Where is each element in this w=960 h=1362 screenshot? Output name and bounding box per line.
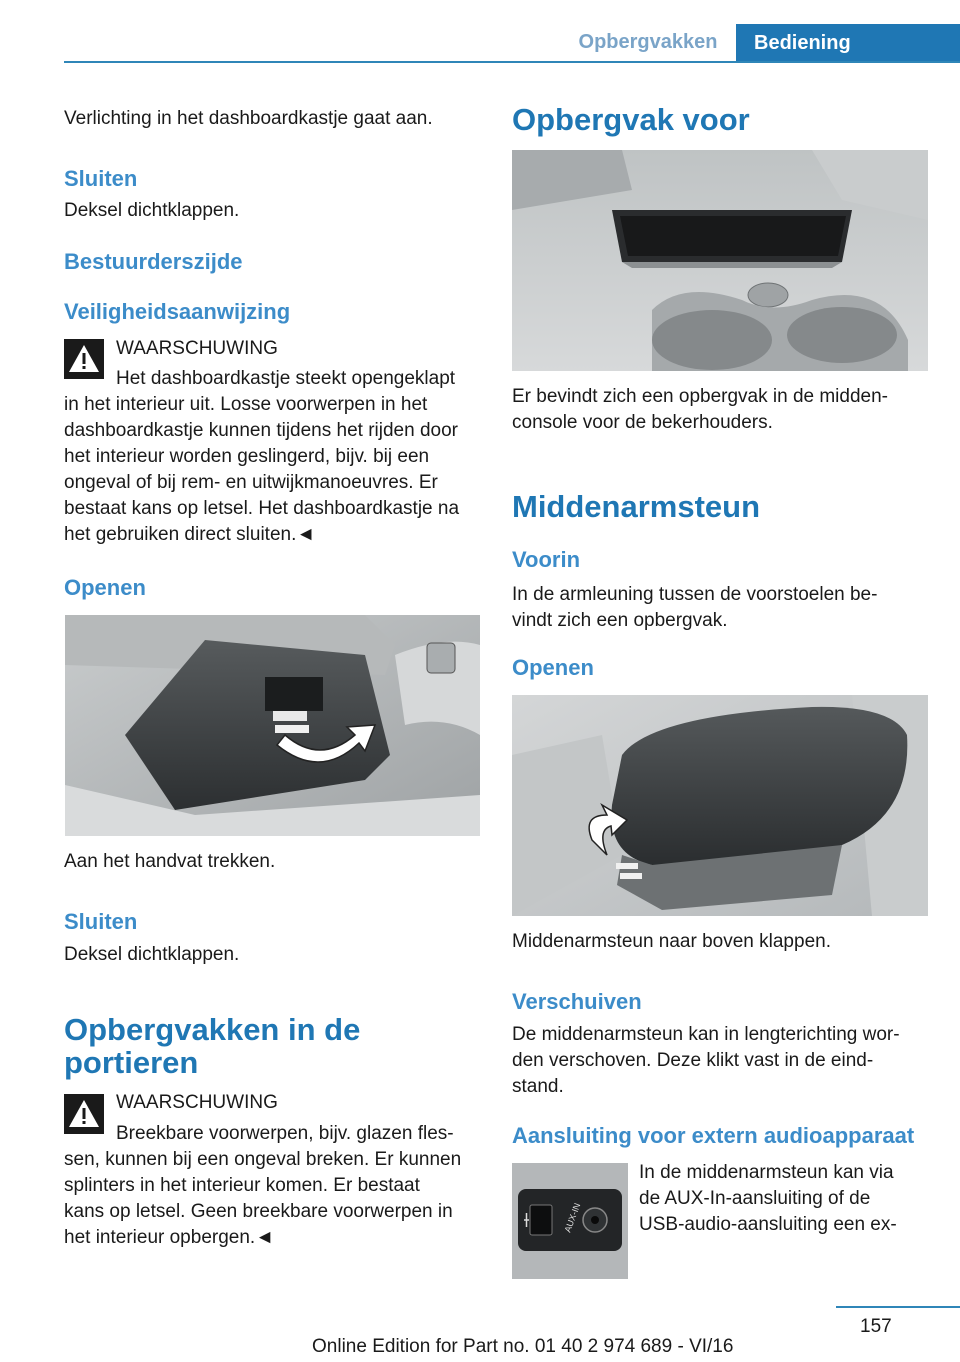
page-number: 157	[860, 1316, 892, 1337]
front-sub-text: vindt zich een opbergvak.	[512, 610, 728, 631]
header-rule	[64, 61, 960, 63]
shift-heading: Verschuiven	[512, 989, 642, 1014]
aux-text: USB-audio-aansluiting een ex‐	[639, 1214, 897, 1235]
warning-line: het gebruiken direct sluiten.◄	[64, 524, 316, 545]
front-sub-heading: Voorin	[512, 547, 581, 572]
aux-heading: Aansluiting voor extern audioapparaat	[512, 1123, 915, 1148]
front-sub-text: In de armleuning tussen de voorstoelen be‐	[512, 584, 878, 605]
shift-text: stand.	[512, 1076, 564, 1097]
safety-heading: Veiligheidsaanwijzing	[64, 299, 291, 324]
warning-line: bestaat kans op letsel. Het dashboardkastje na	[64, 498, 460, 519]
section-tab[interactable]: Opbergvakken	[578, 31, 718, 53]
aux-port-photo	[512, 1163, 628, 1279]
warning-line: splinters in het interieur komen. Er bestaat	[64, 1175, 420, 1196]
edition-footer: Online Edition for Part no. 01 40 2 974 689 - VI/16	[312, 1336, 734, 1357]
front-storage-heading: Opbergvak voor	[512, 102, 750, 137]
close-heading: Sluiten	[64, 909, 138, 934]
warning-icon	[64, 339, 104, 379]
warning-line: in het interieur uit. Losse voorwerpen in het	[64, 394, 428, 415]
open-heading: Openen	[512, 655, 594, 680]
warning-title: WAARSCHUWING	[116, 1092, 278, 1113]
footer-rule	[836, 1306, 960, 1308]
driver-side-heading: Bestuurderszijde	[64, 249, 243, 274]
close-text: Deksel dichtklappen.	[64, 944, 240, 965]
warning-title: WAARSCHUWING	[116, 338, 278, 359]
glovebox-photo	[65, 615, 480, 836]
shift-text: De middenarmsteun kan in lengterichting wor‐	[512, 1024, 900, 1045]
armrest-open-caption: Middenarmsteun naar boven klappen.	[512, 931, 831, 952]
open-caption: Aan het handvat trekken.	[64, 851, 276, 872]
warning-icon	[64, 1094, 104, 1134]
front-storage-text: console voor de bekerhouders.	[512, 412, 773, 433]
front-storage-photo	[512, 150, 928, 371]
armrest-photo	[512, 695, 928, 916]
warning-line: ongeval of bij rem- en uitwijkmanoeuvres. Er	[64, 472, 438, 493]
open-heading: Openen	[64, 575, 146, 600]
doors-heading-line1: Opbergvakken in de	[64, 1012, 361, 1047]
warning-line: dashboardkastje kunnen tijdens het rijden door	[64, 420, 458, 441]
shift-text: den verschoven. Deze klikt vast in de eind‐	[512, 1050, 874, 1071]
warning-line: het interieur worden geslingerd, bijv. bij een	[64, 446, 430, 467]
warning-line: Breekbare voorwerpen, bijv. glazen fles‐	[116, 1123, 454, 1144]
close-text: Deksel dichtklappen.	[64, 200, 240, 221]
intro-text: Verlichting in het dashboardkastje gaat aan.	[64, 108, 433, 129]
front-storage-text: Er bevindt zich een opbergvak in de midden‐	[512, 386, 889, 407]
aux-text: de AUX-In-aansluiting of de	[639, 1188, 871, 1209]
close-heading: Sluiten	[64, 166, 138, 191]
aux-port-label: AUX-IN	[562, 1201, 583, 1234]
warning-line: Het dashboardkastje steekt opengeklapt	[116, 368, 456, 389]
chapter-tab[interactable]: Bediening	[736, 24, 960, 63]
aux-text: In de middenarmsteun kan via	[639, 1162, 894, 1183]
warning-line: sen, kunnen bij een ongeval breken. Er kunnen	[64, 1149, 462, 1170]
warning-line: kans op letsel. Geen breekbare voorwerpen in	[64, 1201, 453, 1222]
armrest-heading: Middenarmsteun	[512, 489, 761, 524]
doors-heading-line2: portieren	[64, 1045, 199, 1080]
warning-line: het interieur opbergen.◄	[64, 1227, 274, 1248]
